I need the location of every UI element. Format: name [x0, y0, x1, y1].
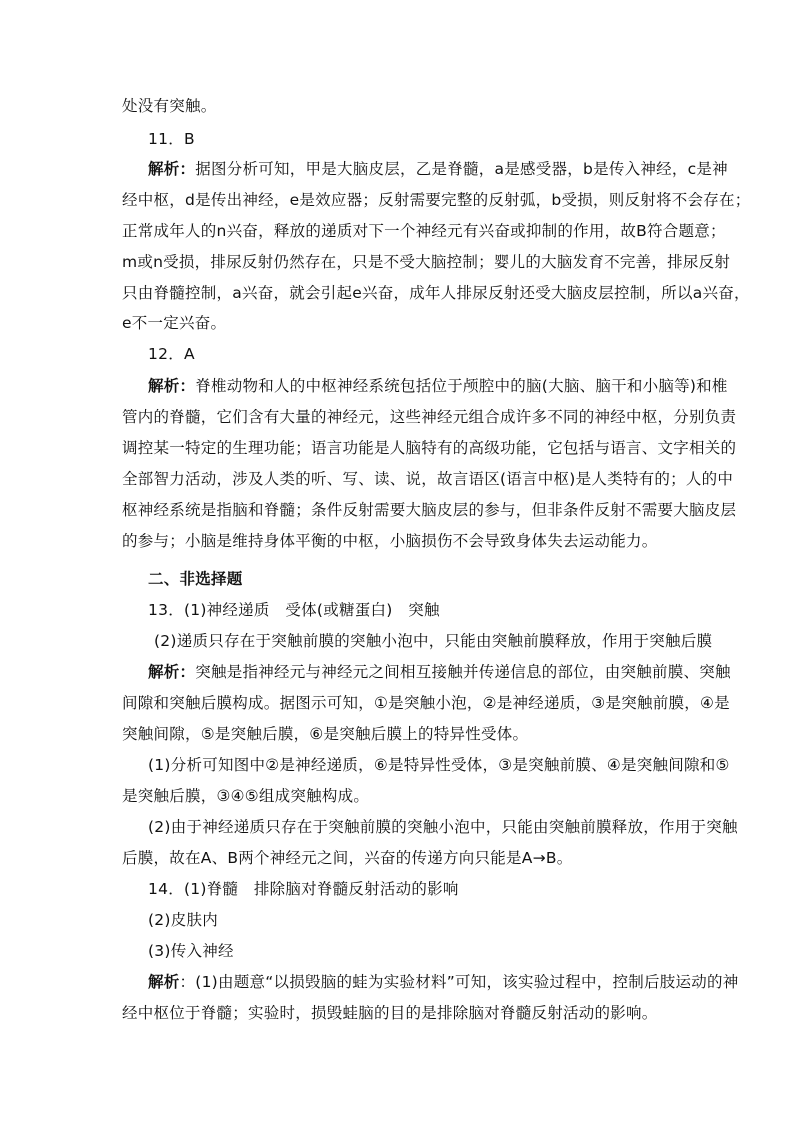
answer-line: 13．(1)神经递质 受体(或糖蛋白) 突触	[148, 601, 440, 619]
text-line: 管内的脊髓，它们含有大量的神经元，这些神经元组合成许多不同的神经中枢，分别负责	[122, 408, 737, 426]
text-line: 处没有突触。	[122, 97, 217, 115]
analysis-text: 突触是指神经元与神经元之间相互接触并传递信息的部位，由突触前膜、突触	[195, 663, 731, 681]
analysis-label: 解析：	[148, 663, 196, 681]
text-line: 枢神经系统是指脑和脊髓；条件反射需要大脑皮层的参与，但非条件反射不需要大脑皮层	[122, 501, 737, 519]
text-line: (1)分析可知图中②是神经递质，⑥是特异性受体，③是突触前膜、④是突触间隙和⑤	[148, 756, 730, 774]
text-line: 后膜，故在A、B两个神经元之间，兴奋的传递方向只能是A→B。	[122, 849, 573, 867]
analysis-text: 据图分析可知，甲是大脑皮层，乙是脊髓，a是感受器，b是传入神经，c是神	[195, 160, 728, 178]
analysis-line	[148, 972, 739, 992]
analysis-line	[148, 159, 728, 179]
text-line: 调控某一特定的生理功能；语言功能是人脑特有的高级功能，它包括与语言、文字相关的	[122, 439, 737, 457]
analysis-text: 脊椎动物和人的中枢神经系统包括位于颅腔中的脑(大脑、脑干和小脑等)和椎	[195, 377, 728, 395]
text-line: 的参与；小脑是维持身体平衡的中枢，小脑损伤不会导致身体失去运动能力。	[122, 532, 658, 550]
analysis-line	[148, 376, 728, 396]
text-line: 间隙和突触后膜构成。据图示可知，①是突触小泡，②是神经递质，③是突触前膜，④是	[122, 694, 730, 712]
text-line: 经中枢，d是传出神经，e是效应器；反射需要完整的反射弧，b受损，则反射将不会存在；	[122, 191, 751, 209]
analysis-text: ：(1)由题意“以损毁脑的蛙为实验材料”可知，该实验过程中，控制后肢运动的神	[179, 973, 739, 991]
answer-number: 12．A	[148, 345, 195, 363]
text-line: 经中枢位于脊髓；实验时，损毁蛙脑的目的是排除脑对脊髓反射活动的影响。	[122, 1004, 658, 1022]
text-line: 全部智力活动，涉及人类的听、写、读、说，故言语区(语言中枢)是人类特有的；人的中	[122, 470, 734, 488]
answer-line: (2)皮肤内	[148, 911, 218, 929]
analysis-line	[148, 662, 731, 682]
text-line: (2)由于神经递质只存在于突触前膜的突触小泡中，只能由突触前膜释放，作用于突触	[148, 818, 738, 836]
text-line: 只由脊髓控制，a兴奋，就会引起e兴奋，成年人排尿反射还受大脑皮层控制，所以a兴奋，	[122, 284, 750, 302]
answer-line: 14．(1)脊髓 排除脑对脊髓反射活动的影响	[148, 880, 459, 898]
text-line: m或n受损，排尿反射仍然存在，只是不受大脑控制；婴儿的大脑发育不完善，排尿反射	[122, 253, 731, 271]
text-line: e不一定兴奋。	[122, 314, 227, 332]
answer-line: (2)递质只存在于突触前膜的突触小泡中，只能由突触前膜释放，作用于突触后膜	[154, 632, 713, 650]
text-line: 正常成年人的n兴奋，释放的递质对下一个神经元有兴奋或抑制的作用，故B符合题意；	[122, 222, 726, 240]
analysis-label: 解析：	[148, 377, 196, 395]
section-heading: 二、非选择题	[148, 570, 243, 588]
text-line: 突触间隙，⑤是突触后膜，⑥是突触后膜上的特异性受体。	[122, 725, 529, 743]
answer-line: (3)传入神经	[148, 942, 234, 960]
text-line: 是突触后膜，③④⑤组成突触构成。	[122, 787, 370, 805]
analysis-label: 解析	[148, 973, 180, 991]
answer-number: 11．B	[148, 130, 195, 148]
analysis-label: 解析：	[148, 160, 196, 178]
